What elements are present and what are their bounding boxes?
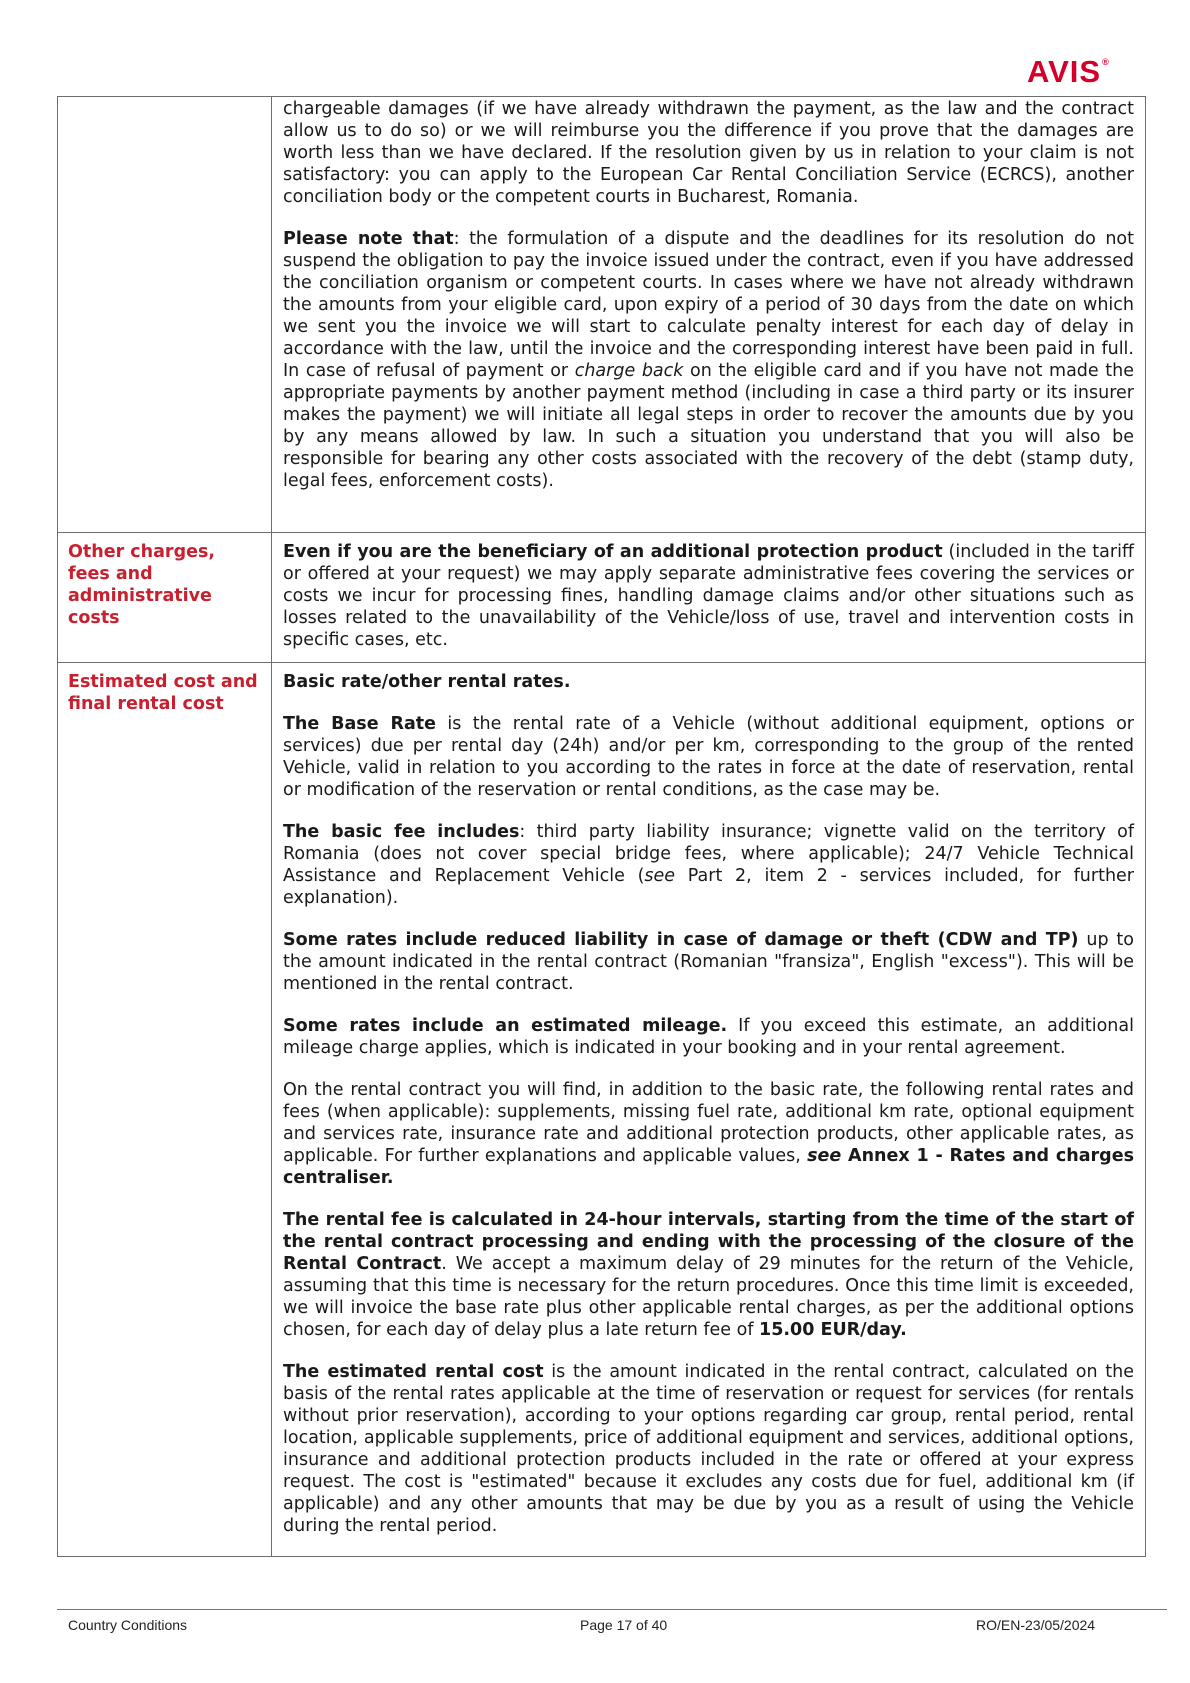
paragraph: Some rates include reduced liability in case of damage or theft (CDW and TP) up to the amount indicated in the rental contract (Romanian "fransiza", English "excess"). This will be mentioned in the rental contract. <box>283 930 1134 994</box>
paragraph: Some rates include an estimated mileage. If you exceed this estimate, an additional mileage charge applies, which is indicated in your booking and in your rental agreement. <box>283 1016 1134 1058</box>
paragraph: The rental fee is calculated in 24-hour intervals, starting from the time of the start of the rental contract processing and ending with the processing of the closure of the Rental Contract. We accept a maximum delay of 29 minutes for the return of the Vehicle, assuming that this time is necessary for the return procedures. Once this time limit is exceeded, we will invoice the base rate plus other applicable rental charges, as per the additional options chosen, for each day of delay plus a late return fee of 15.00 EUR/day. <box>283 1210 1134 1340</box>
footer-version: RO/EN-23/05/2024 <box>976 1617 1096 1633</box>
paragraph: Basic rate/other rental rates. <box>283 672 571 692</box>
footer-page-number: Page 17 of 40 <box>580 1617 668 1633</box>
footer-divider <box>57 1609 1167 1610</box>
paragraph: The estimated rental cost is the amount indicated in the rental contract, calculated on the basis of the rental rates applicable at the time of reservation or request for services (for rentals without prior reservation), according to your options regarding car group, rental period, rental location, applicable supplements, price of additional equipment and services, additional options, insurance and additional protection products included in the rate or offered at your express request. The cost is "estimated" because it excludes any costs due for fuel, additional km (if applicable) and any other amounts that may be due by you as a result of using the Vehicle during the rental period. <box>283 1362 1134 1536</box>
paragraph: Even if you are the beneficiary of an additional protection product (included in the tariff or offered at your request) we may apply separate administrative fees covering the services or costs we incur for processing fines, handling damage claims and/or other situations such as losses related to the unavailability of the Vehicle/loss of use, travel and intervention costs in specific cases, etc. <box>283 542 1134 650</box>
row-content <box>272 97 1146 533</box>
row-content <box>272 663 1146 1557</box>
table-row <box>58 97 1146 533</box>
footer-document-title: Country Conditions <box>68 1617 188 1633</box>
avis-logo <box>1027 56 1109 87</box>
paragraph: The Base Rate is the rental rate of a Vehicle (without additional equipment, options or services) due per rental day (24h) and/or per km, corresponding to the group of the rented Vehicle, valid in relation to you according to the rates in force at the date of reservation, rental or modification of the reservation or rental conditions, as the case may be. <box>283 714 1134 800</box>
row-label: Other charges, fees and administrative costs <box>58 533 272 663</box>
table-row <box>58 533 1146 663</box>
conditions-table <box>57 96 1146 1557</box>
row-label <box>58 97 272 533</box>
row-label: Estimated cost and final rental cost <box>58 663 272 1557</box>
row-content <box>272 533 1146 663</box>
paragraph: Please note that: the formulation of a dispute and the deadlines for its resolution do not suspend the obligation to pay the invoice issued under the contract, even if you have addressed the conciliation organism or competent courts. In cases where we have not already withdrawn the amounts from your eligible card, upon expiry of a period of 30 days from the date on which we sent you the invoice we will start to calculate penalty interest for each day of delay in accordance with the law, until the invoice and the corresponding interest have been paid in full. In case of refusal of payment or charge back on the eligible card and if you have not made the appropriate payments by another payment method (including in case a third party or its insurer makes the payment) we will initiate all legal steps in order to recover the amounts due by you by any means allowed by law. In such a situation you understand that you will also be responsible for bearing any other costs associated with the recovery of the debt (stamp duty, legal fees, enforcement costs). <box>283 229 1135 491</box>
logo-text: AVIS <box>1027 54 1102 89</box>
paragraph: On the rental contract you will find, in addition to the basic rate, the following rental rates and fees (when applicable): supplements, missing fuel rate, additional km rate, optional equipment and services rate, insurance rate and additional protection products, other applicable rates, as applicable. For further explanations and applicable values, see Annex 1 - Rates and charges centraliser. <box>283 1080 1134 1188</box>
paragraph: The basic fee includes: third party liability insurance; vignette valid on the territory of Romania (does not cover special bridge fees, where applicable); 24/7 Vehicle Technical Assistance and Replacement Vehicle (see Part 2, item 2 - services included, for further explanation). <box>283 822 1134 908</box>
table-row <box>58 663 1146 1557</box>
paragraph: chargeable damages (if we have already withdrawn the payment, as the law and the contract allow us to do so) or we will reimburse you the difference if you prove that the damages are worth less than we have declared. If the resolution given by us in relation to your claim is not satisfactory: you can apply to the European Car Rental Conciliation Service (ECRCS), another conciliation body or the competent courts in Bucharest, Romania. <box>283 99 1134 207</box>
registered-mark-icon: ® <box>1102 57 1109 67</box>
